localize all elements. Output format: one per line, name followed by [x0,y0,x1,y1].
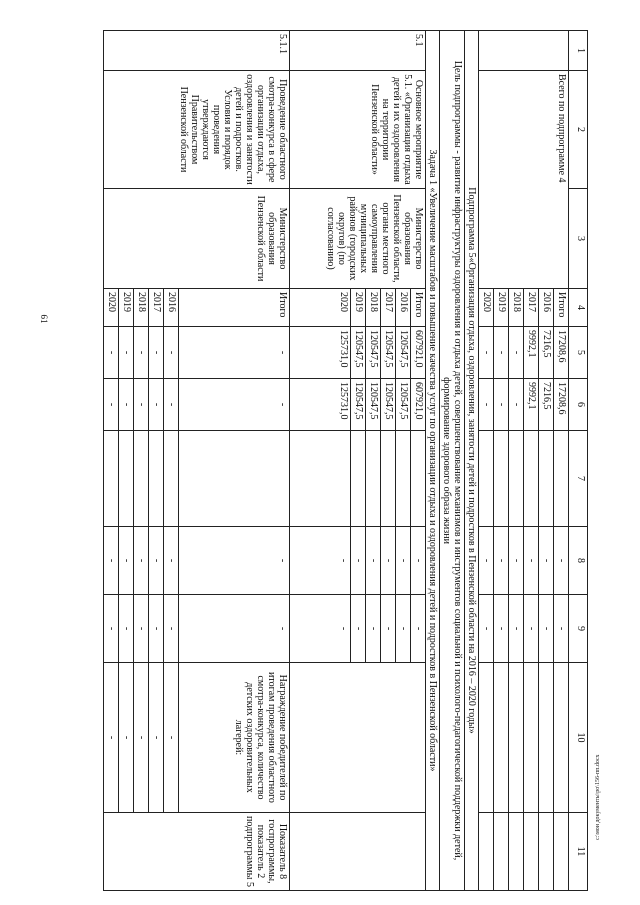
cell [554,663,569,813]
cell: - [164,595,179,663]
cell: - [494,327,509,379]
cell: 2020 [104,289,119,327]
cell [494,813,509,891]
cell: - [479,327,494,379]
cell: - [290,595,351,663]
cell: - [509,595,524,663]
cell: - [119,595,134,663]
col-header: 8 [569,527,588,595]
cell [539,813,554,891]
col-header: 10 [569,663,588,813]
cell [134,431,149,527]
cell: - [149,663,164,813]
cell: 2020 [290,289,351,327]
cell [366,431,381,527]
cell: 2016 [164,289,179,327]
cell: 2016 [539,289,554,327]
cell: - [411,595,426,663]
cell: 2017 [381,289,396,327]
cell: - [134,663,149,813]
cell: - [539,527,554,595]
cell: - [509,527,524,595]
cell: 120547,5 [396,327,411,379]
cell [179,431,290,527]
cell [479,663,494,813]
cell: - [554,527,569,595]
cell: 120547,5 [396,379,411,431]
cell: 7216,5 [539,327,554,379]
cell [509,431,524,527]
cell: - [509,379,524,431]
cell [411,431,426,527]
cell: - [119,327,134,379]
cell: - [119,379,134,431]
cell [554,431,569,527]
cell: 9992,1 [524,327,539,379]
cell: - [479,527,494,595]
cell: 9992,1 [524,379,539,431]
cell [554,813,569,891]
cell [479,431,494,527]
cell [539,431,554,527]
cell: Итого [179,289,290,327]
cell: 2018 [509,289,524,327]
cell: - [179,595,290,663]
footer-path: c:\мои документы\ро\156-пп.docx [595,754,601,840]
task-row [426,31,440,891]
col-header: 2 [569,71,588,189]
cell: - [179,379,290,431]
cell: - [134,595,149,663]
cell: - [164,663,179,813]
cell: - [179,327,290,379]
cell [290,431,351,527]
cell: - [149,327,164,379]
cell: - [290,527,351,595]
rotated-table-wrapper [68,30,588,890]
subprogram-goal: Цель подпрограммы - развитие инфраструктуры оздоровления и отдыха детей, совершенствование механизмов и инструментов социальной и психолого-педагогической поддержки детей, формирование здорового образа жизни [440,31,465,891]
cell: - [396,527,411,595]
cell: 120547,5 [351,327,366,379]
subprogram-task: Задача 1 «Увеличение масштабов и повышение качества услуг по организации отдыха и оздоровления детей и подростков в Пензенской области» [426,31,440,891]
cell: Итого [411,289,426,327]
cell [119,431,134,527]
cell [290,813,426,891]
cell [539,663,554,813]
indicator-reference: Показатель 8 госпрограммы, показатель 2 подпрограммы 5 [104,813,290,891]
cell: - [396,595,411,663]
cell [524,813,539,891]
cell: - [494,527,509,595]
cell [524,431,539,527]
cell: - [366,595,381,663]
program-table [103,30,588,891]
item-executor: Министерство образования Пензенской области [104,189,290,289]
cell: - [164,327,179,379]
total-label: Всего по подпрограмме 4 [479,71,569,289]
cell: - [479,379,494,431]
cell: - [104,327,119,379]
cell: 120547,5 [381,379,396,431]
cell: 2017 [524,289,539,327]
col-header: 9 [569,595,588,663]
cell: - [134,379,149,431]
cell: - [366,527,381,595]
item-name: Основное мероприятие 5.1. «Организация отдыха детей и их оздоровления на территории Пензенской области» [290,71,426,189]
cell: - [164,379,179,431]
cell [494,431,509,527]
cell [149,431,164,527]
col-header: 1 [569,31,588,71]
cell [164,431,179,527]
cell [494,663,509,813]
cell: 120547,5 [381,327,396,379]
subprogram-title-row [465,31,479,891]
subprogram-title: Подпрограмма 5«Организация отдыха, оздоровления, занятости детей и подростков в Пензенской области на 2016 – 2020 годы» [465,31,479,891]
cell: - [134,527,149,595]
cell: 17208,6 [554,379,569,431]
cell: 125731,0 [290,327,351,379]
cell: 2016 [396,289,411,327]
result-description: Награждение победителей по итогам проведения областного смотра-конкурса, количество детских оздоровительных лагерей: [179,663,290,813]
cell: - [119,527,134,595]
goal-row [440,31,465,891]
cell: - [179,527,290,595]
cell [381,431,396,527]
cell: 607921,0 [411,379,426,431]
cell: - [104,663,119,813]
cell [509,663,524,813]
cell: 125731,0 [290,379,351,431]
table-row [179,31,290,891]
cell [290,663,426,813]
cell: - [134,327,149,379]
cell: - [104,595,119,663]
column-number-row [569,31,588,891]
cell [479,813,494,891]
col-header: 11 [569,813,588,891]
cell: - [104,527,119,595]
cell: - [411,527,426,595]
cell: 2020 [479,289,494,327]
cell: - [524,527,539,595]
cell: 607921,0 [411,327,426,379]
item-number: 5.1.1 [104,31,290,71]
cell: 120547,5 [366,327,381,379]
cell [104,431,119,527]
cell: - [509,327,524,379]
cell: 2019 [119,289,134,327]
cell: 2018 [134,289,149,327]
cell [524,663,539,813]
cell: Итого [554,289,569,327]
cell [509,813,524,891]
cell: 120547,5 [351,379,366,431]
cell: 17208,6 [554,327,569,379]
cell: - [351,527,366,595]
col-header: 5 [569,327,588,379]
cell: 2017 [149,289,164,327]
cell: - [149,527,164,595]
cell: - [494,379,509,431]
cell: - [539,595,554,663]
cell: - [381,527,396,595]
cell: - [149,595,164,663]
cell: - [104,379,119,431]
col-header: 4 [569,289,588,327]
table-row [554,31,569,891]
cell: - [381,595,396,663]
cell: - [119,663,134,813]
page-number: 61 [39,314,49,324]
col-header: 7 [569,431,588,527]
item-number: 5.1 [290,31,426,71]
cell: 2018 [366,289,381,327]
cell: - [479,595,494,663]
item-executor: Министерство образования Пензенской области, органы местного самоуправления муниципальных районов (городских округов) (по согласованию) [290,189,426,289]
cell: - [149,379,164,431]
item-name: Проведение областного смотра-конкурса в сфере организации отдыха, оздоровления и занятости детей и подростков. Условия и порядок проведения утверждаются Правительством Пензенской области [104,71,290,189]
cell [396,431,411,527]
col-header: 6 [569,379,588,431]
cell: 7216,5 [539,379,554,431]
cell: - [351,595,366,663]
cell: - [524,595,539,663]
table-row [411,31,426,891]
cell: - [554,595,569,663]
col-header: 3 [569,189,588,289]
cell: 2019 [351,289,366,327]
cell: - [494,595,509,663]
cell: 2019 [494,289,509,327]
cell [351,431,366,527]
cell [479,31,569,71]
cell: 120547,5 [366,379,381,431]
cell: - [164,527,179,595]
